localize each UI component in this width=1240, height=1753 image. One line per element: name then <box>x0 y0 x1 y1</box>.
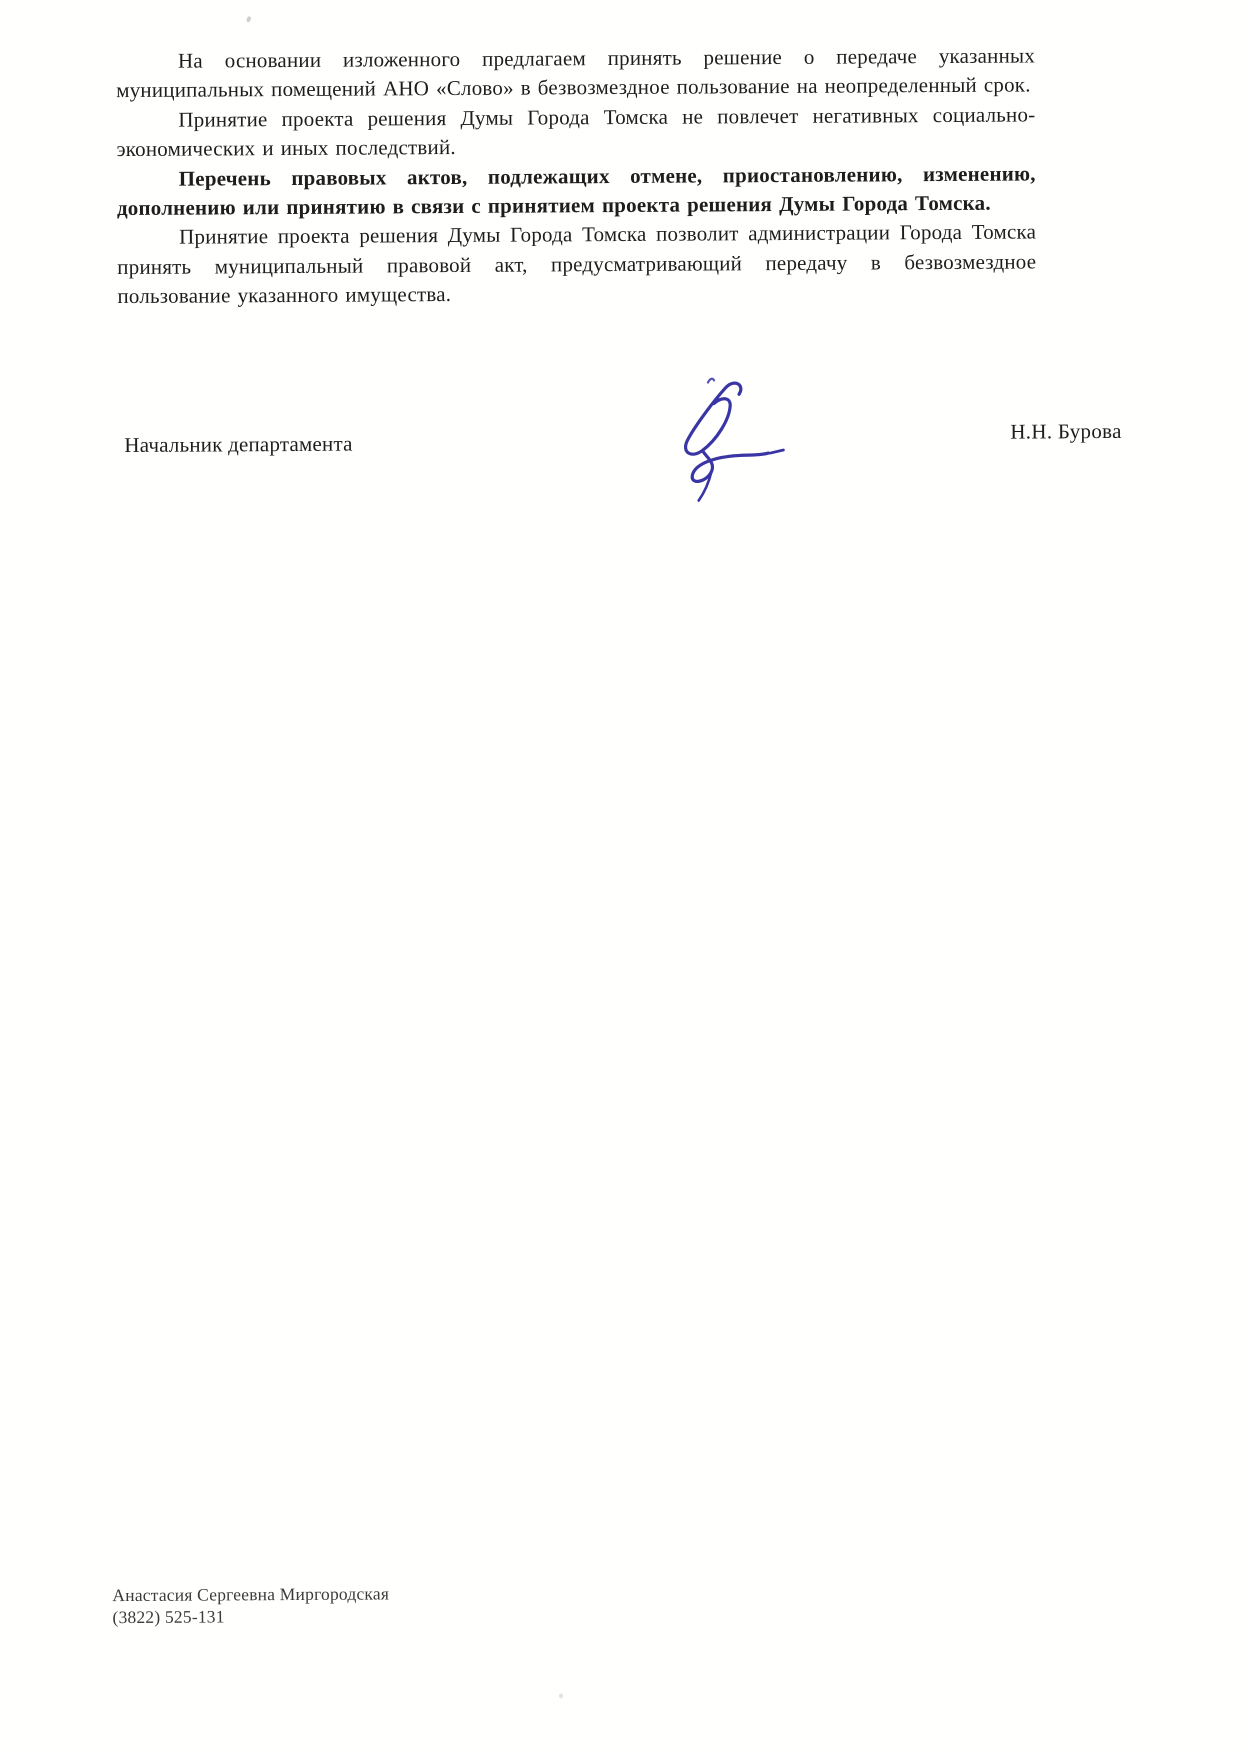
contact-person-name: Анастасия Сергеевна Миргородская <box>112 1583 390 1606</box>
signatory-position-title: Начальник департамента <box>124 431 353 458</box>
paragraph-legal-acts-list-heading: Перечень правовых актов, подлежащих отмене, приостановлению, изменению, дополнению или принятию в связи с принятием проекта решения Думы Города Томска. <box>116 161 1036 221</box>
scan-speck <box>559 1693 563 1698</box>
scan-speck <box>246 16 252 23</box>
paragraph-consequences: Принятие проекта решения Думы Города Томска не повлечет негативных социально-экономических и иных последствий. <box>116 102 1036 162</box>
paragraph-result: Принятие проекта решения Думы Города Томска позволит администрации Города Томска принять муниципальный правовой акт, предусматривающий передачу в безвозмездное пользование указанного имущества. <box>117 219 1037 309</box>
contact-footer <box>112 1583 389 1628</box>
signee-name: Н.Н. Бурова <box>1010 418 1122 444</box>
paragraph-proposal: На основании изложенного предлагаем принять решение о передаче указанных муниципальных помещений АНО «Слово» в безвозмездное пользование на неопределенный срок. <box>116 43 1036 103</box>
document-body <box>116 41 1037 311</box>
contact-phone: (3822) 525-131 <box>112 1605 225 1627</box>
handwritten-signature-icon <box>642 373 803 504</box>
